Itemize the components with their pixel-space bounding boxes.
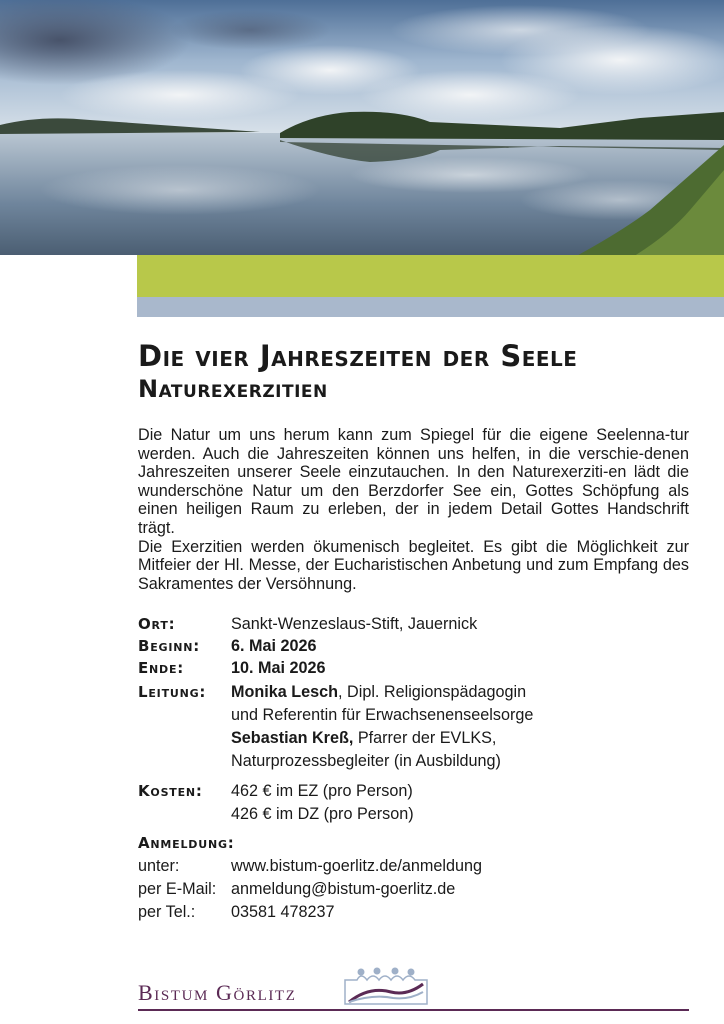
diocese-logo-icon xyxy=(343,966,433,1006)
ende-label: Ende: xyxy=(138,659,185,677)
ort-label: Ort: xyxy=(138,615,176,633)
leitung-role-2a: Pfarrer der EVLKS, xyxy=(353,729,497,747)
mail-link[interactable]: anmeldung@bistum-goerlitz.de xyxy=(231,880,456,898)
leitung-role-2b: Naturprozessbegleiter (in Ausbildung) xyxy=(231,752,501,770)
beginn-value: 6. Mai 2026 xyxy=(231,637,317,655)
leitung-name-1: Monika Lesch xyxy=(231,683,339,701)
phone-number: 03581 478237 xyxy=(231,903,335,921)
kosten-dz: 426 € im DZ (pro Person) xyxy=(231,805,414,823)
blue-accent-band xyxy=(137,297,724,317)
leitung-role-1b: und Referentin für Erwachsenenseelsorge xyxy=(231,706,534,724)
logo-divider xyxy=(138,1009,689,1011)
hero-lake-photo xyxy=(0,0,724,275)
anmeldung-heading: Anmeldung: xyxy=(138,834,235,852)
green-accent-band xyxy=(137,255,724,297)
beginn-label: Beginn: xyxy=(138,637,201,655)
leitung-role-1a: , Dipl. Religionspädagogin xyxy=(338,683,527,701)
page-title: Die vier Jahreszeiten der Seele xyxy=(138,339,578,373)
phone-label: per Tel.: xyxy=(138,903,196,921)
description xyxy=(138,426,689,593)
logo-wordmark: Bistum Görlitz xyxy=(138,980,297,1005)
description-paragraph-1: Die Natur um uns herum kann zum Spiegel für die eigene Seelenna-tur werden. Auch die Jahreszeiten können uns helfen, in die verschie-denen Jahreszeiten unserer Seele einzutauchen. In den Naturexerziti-en lädt die wunderschöne Natur um den Berzdorfer See ein, Gottes Schöpfung als einen heiligen Raum zu erleben, der in jedem Detail Gottes Handschrift trägt. xyxy=(138,426,689,537)
kosten-ez: 462 € im EZ (pro Person) xyxy=(231,782,413,800)
mail-label: per E-Mail: xyxy=(138,880,217,898)
kosten-label: Kosten: xyxy=(138,782,203,800)
description-paragraph-2: Die Exerzitien werden ökumenisch begleitet. Es gibt die Möglichkeit zur Mitfeier der Hl. Messe, der Eucharistischen Anbetung und zum Empfang des Sakramentes der Versöhnung. xyxy=(138,537,689,593)
leitung-label: Leitung: xyxy=(138,683,207,701)
page-subtitle: Naturexerzitien xyxy=(138,375,328,403)
ort-value: Sankt-Wenzeslaus-Stift, Jauernick xyxy=(231,615,478,633)
web-label: unter: xyxy=(138,857,180,875)
web-link[interactable]: www.bistum-goerlitz.de/anmeldung xyxy=(231,857,483,875)
ende-value: 10. Mai 2026 xyxy=(231,659,326,677)
leitung-name-2: Sebastian Kreß, xyxy=(231,729,354,747)
